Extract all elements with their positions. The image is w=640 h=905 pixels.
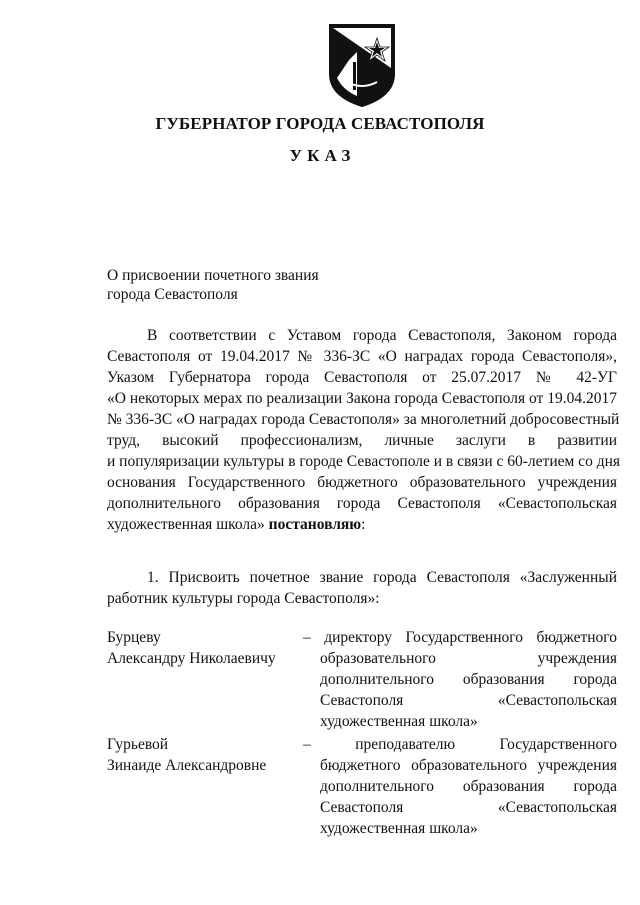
- document-type-heading: УКАЗ: [289, 146, 356, 165]
- preamble-last-line: [107, 514, 617, 535]
- preamble-line: и популяризации культуры в городе Севастополе и в связи с 60-летием со дня: [107, 453, 620, 470]
- item-1-paragraph: [107, 567, 617, 609]
- position-line: – преподавателю Государственного: [303, 736, 617, 753]
- position-line: дополнительного образования города: [320, 778, 617, 795]
- decree-word: постановляю: [268, 516, 362, 533]
- preamble-line: В соответствии с Уставом города Севастополя, Законом города: [147, 327, 617, 344]
- position-line: бюджетного образовательного учреждения: [320, 757, 617, 774]
- awardee-given-name: Александру Николаевичу: [107, 650, 276, 667]
- preamble-line: основания Государственного бюджетного образовательного учреждения: [107, 474, 617, 491]
- preamble-paragraph: [107, 325, 620, 535]
- awardee-name: [107, 627, 276, 669]
- preamble-line: дополнительного образования города Севастополя «Севастопольская: [107, 495, 617, 512]
- awardee-surname: Бурцеву: [107, 629, 161, 646]
- governor-heading: ГУБЕРНАТОР ГОРОДА СЕВАСТОПОЛЯ: [155, 114, 485, 133]
- subject-line: города Севастополя: [107, 286, 238, 303]
- awardee-given-name: Зинаиде Александровне: [107, 757, 267, 774]
- awardee-surname: Гурьевой: [107, 736, 169, 753]
- awardee-name: [107, 734, 266, 776]
- position-line: образовательного учреждения: [320, 650, 617, 667]
- position-line: Севастополя «Севастопольская: [320, 692, 617, 709]
- decree-subject: [107, 266, 319, 304]
- subject-line: О присвоении почетного звания: [107, 267, 319, 284]
- item-1-line: работник культуры города Севастополя»:: [107, 590, 380, 607]
- position-line: Севастополя «Севастопольская: [320, 799, 617, 816]
- preamble-line: «О некоторых мерах по реализации Закона города Севастополя от 19.04.2017: [107, 390, 617, 407]
- awardee-position: [303, 734, 617, 839]
- preamble-line: Севастополя от 19.04.2017 № 336-ЗС «О наградах города Севастополя»,: [107, 348, 617, 365]
- preamble-line: № 336-ЗС «О наградах города Севастополя» за многолетний добросовестный: [107, 411, 620, 428]
- decree-colon: :: [361, 516, 366, 533]
- preamble-last-text: художественная школа»: [107, 516, 265, 533]
- position-line: дополнительного образования города: [320, 671, 617, 688]
- preamble-line: Указом Губернатора города Севастополя от 25.07.2017 № 42-УГ: [107, 369, 617, 386]
- preamble-line: труд, высокий профессионализм, личные заслуги в развитии: [107, 432, 617, 449]
- position-line: художественная школа»: [320, 713, 478, 730]
- position-line: – директору Государственного бюджетного: [303, 629, 617, 646]
- awardee-position: [303, 627, 617, 732]
- item-1-line: 1. Присвоить почетное звание города Севастополя «Заслуженный: [147, 569, 617, 586]
- sevastopol-coat-of-arms-icon: [327, 22, 397, 108]
- position-line: художественная школа»: [320, 820, 478, 837]
